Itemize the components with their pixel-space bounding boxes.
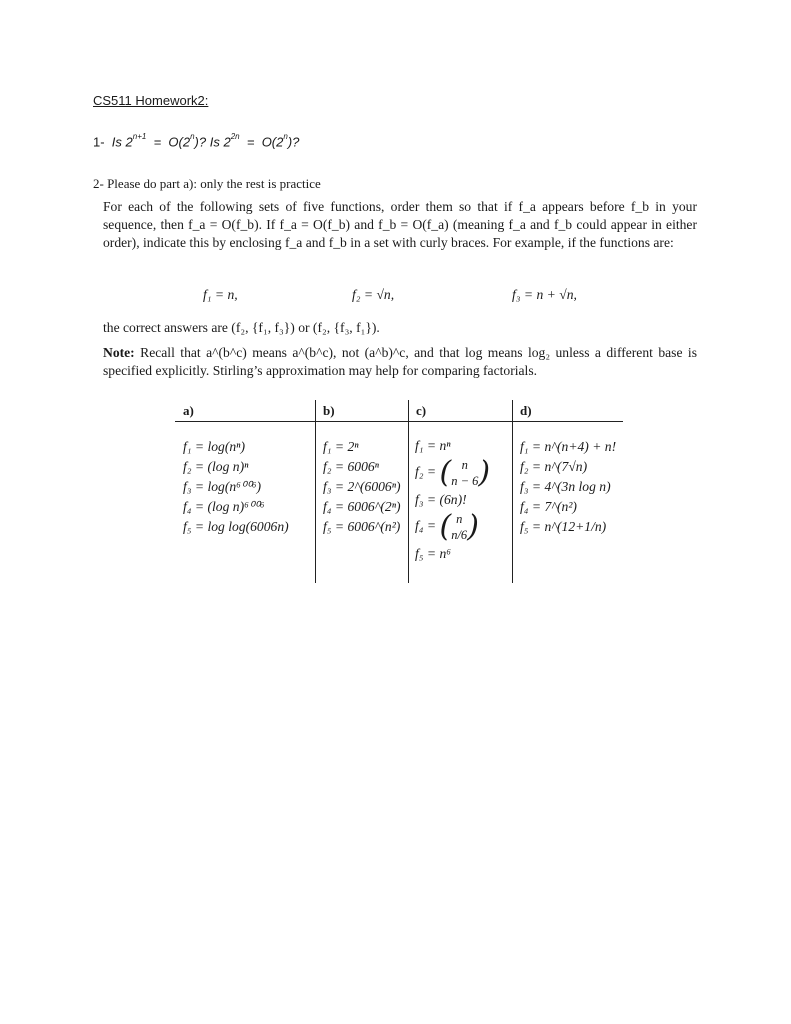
c-f4-row [415,511,490,543]
q1-bigo2: O(2 [261,134,284,150]
b-f3: f₃ = 2^(6006ⁿ) [323,479,401,494]
column-c [415,437,490,563]
question-1 [93,134,299,149]
table-header-rule [175,421,623,422]
a-f1: f₁ = log(nⁿ) [183,439,245,454]
left-paren-icon: ( [439,509,452,544]
b-f4: f₄ = 6006^(2ⁿ) [323,499,401,514]
d-f5: f₅ = n^(12+1/n) [520,519,607,534]
example-function-3: f₃ = n + √n, [512,287,577,302]
example-answers: the correct answers are (f₂, {f₁, f₃}) or (f₂, {f₃, f₁}). [103,320,380,335]
functions-table [175,400,623,583]
q1-bigo: O(2 [168,134,191,150]
right-paren-icon: ) [478,455,491,490]
c-f2-row [415,457,490,489]
d-f1: f₁ = n^(n+4) + n! [520,439,617,454]
instructions-paragraph: For each of the following sets of five functions, order them so that if f_a appears before f_b in your sequence, then f_a = O(f_b). If f_a = O(f_b) and f_b = O(f_a) (meaning f_a and f_b could appear in either order), indicate this by enclosing f_a and f_b in a set with curly braces. For example, if the functions are: [103,199,697,250]
c-f1: f₁ = nⁿ [415,438,451,453]
q1-prefix: 1- [93,134,105,150]
column-divider-1 [315,400,316,583]
q1-is: Is [111,134,122,150]
c-f5: f₅ = n⁶ [415,546,451,561]
q1-close2: )? [287,134,300,150]
example-function-1: f₁ = n, [203,287,238,302]
b-f2: f₂ = 6006ⁿ [323,459,379,474]
column-header-a: a) [183,403,194,418]
a-f4: f₄ = (log n)⁶⁰⁰⁶ [183,499,265,514]
c-f2-label: f₂ = [415,464,437,480]
q1-eq2: = [246,134,255,150]
q1-is2: Is [209,134,220,150]
column-header-d: d) [520,403,532,418]
example-function-2: f₂ = √n, [352,287,395,302]
q1-exp1: n+1 [132,132,147,141]
d-f3: f₃ = 4^(3n log n) [520,479,611,494]
c-f2-binomial [439,457,490,489]
column-divider-3 [512,400,513,583]
b-f5: f₅ = 6006^(n²) [323,519,401,534]
note-label: Note: [103,345,135,360]
left-paren-icon: ( [439,455,452,490]
q1-base2: 2 [223,134,231,150]
d-f2: f₂ = n^(7√n) [520,459,588,474]
c-f4-bottom: n/6 [451,528,468,542]
column-header-c: c) [416,403,427,418]
b-f1: f₁ = 2ⁿ [323,439,359,454]
page-title: CS511 Homework2: [93,93,209,108]
q1-expn: n [190,132,195,141]
a-f3: f₃ = log(n⁶⁰⁰⁶) [183,479,262,494]
q1-eq: = [153,134,162,150]
c-f2-bottom: n − 6 [451,474,479,488]
column-a [183,437,289,537]
column-divider-2 [408,400,409,583]
q1-expn2: n [283,132,288,141]
c-f4-label: f₄ = [415,518,437,534]
column-d [520,437,616,537]
a-f2: f₂ = (log n)ⁿ [183,459,249,474]
note-text: Recall that a^(b^c) means a^(b^c), not (a^b)^c, and that log means log₂ unless a different base is specified explicitly. Stirling’s approximation may help for comparing factorials. [103,345,697,378]
c-f4-top: n [456,512,463,526]
q1-exp2: 2n [230,132,240,141]
column-b [323,437,401,537]
q1-base: 2 [125,134,133,150]
d-f4: f₄ = 7^(n²) [520,499,577,514]
q1-close: )? [194,134,207,150]
column-header-b: b) [323,403,335,418]
note-paragraph [103,344,697,380]
c-f4-binomial [439,511,478,543]
c-f3: f₃ = (6n)! [415,492,467,507]
c-f2-top: n [461,458,468,472]
a-f5: f₅ = log log(6006n) [183,519,289,534]
question-2: 2- Please do part a): only the rest is practice [93,176,321,191]
right-paren-icon: ) [467,509,479,544]
